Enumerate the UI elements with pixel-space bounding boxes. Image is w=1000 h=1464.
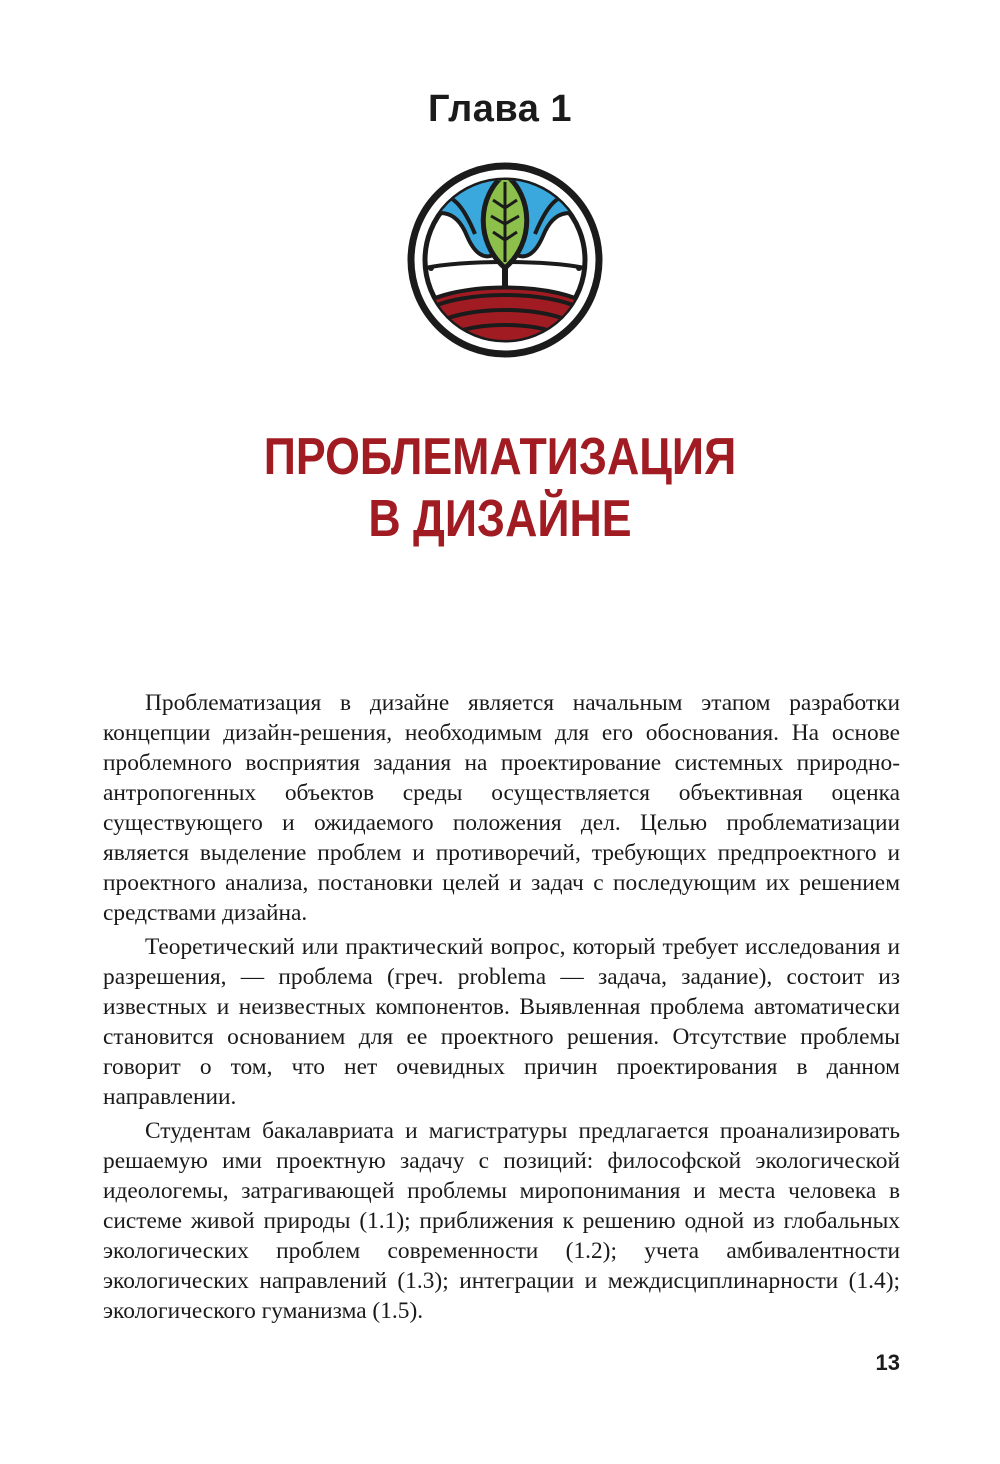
chapter-title-line-2: В ДИЗАЙНЕ bbox=[368, 490, 632, 548]
leaf-emblem-icon bbox=[405, 160, 605, 360]
page-number: 13 bbox=[875, 1350, 900, 1375]
chapter-title-line-1: ПРОБЛЕМАТИЗАЦИЯ bbox=[263, 428, 737, 486]
body-text bbox=[103, 688, 900, 1330]
paragraph: Теоретический или практический вопрос, который требует исследования и разрешения, — проблема (греч. problema — задача, задание), состоит из известных и неизвестных компонентов. Выявленная проблема автоматически становится основанием для ее проектного решения. Отсутствие проблемы говорит о том, что нет очевидных причин проектирования в данном направлении. bbox=[103, 934, 900, 1110]
paragraph: Студентам бакалавриата и магистратуры предлагается проанализировать решаемую ими проектную задачу с позиций: философской экологической идеологемы, затрагивающей проблемы миропонимания и места человека в системе живой природы (1.1); приближения к решению одной из глобальных экологических проблем современности (1.2); учета амбивалентности экологических направлений (1.3); интеграции и междисциплинарности (1.4); экологического гуманизма (1.5). bbox=[103, 1118, 900, 1324]
chapter-label: Глава 1 bbox=[427, 88, 573, 130]
paragraph: Проблематизация в дизайне является начальным этапом разработки концепции дизайн-решения, необходимым для его обоснования. На основе проблемного восприятия задания на проектирование системных природно-антропогенных объектов среды осуществляется объективная оценка существующего и ожидаемого положения дел. Целью проблематизации является выделение проблем и противоречий, требующих предпроектного и проектного анализа, постановки целей и задач с последующим их решением средствами дизайна. bbox=[103, 690, 900, 926]
chapter-title bbox=[70, 426, 930, 550]
